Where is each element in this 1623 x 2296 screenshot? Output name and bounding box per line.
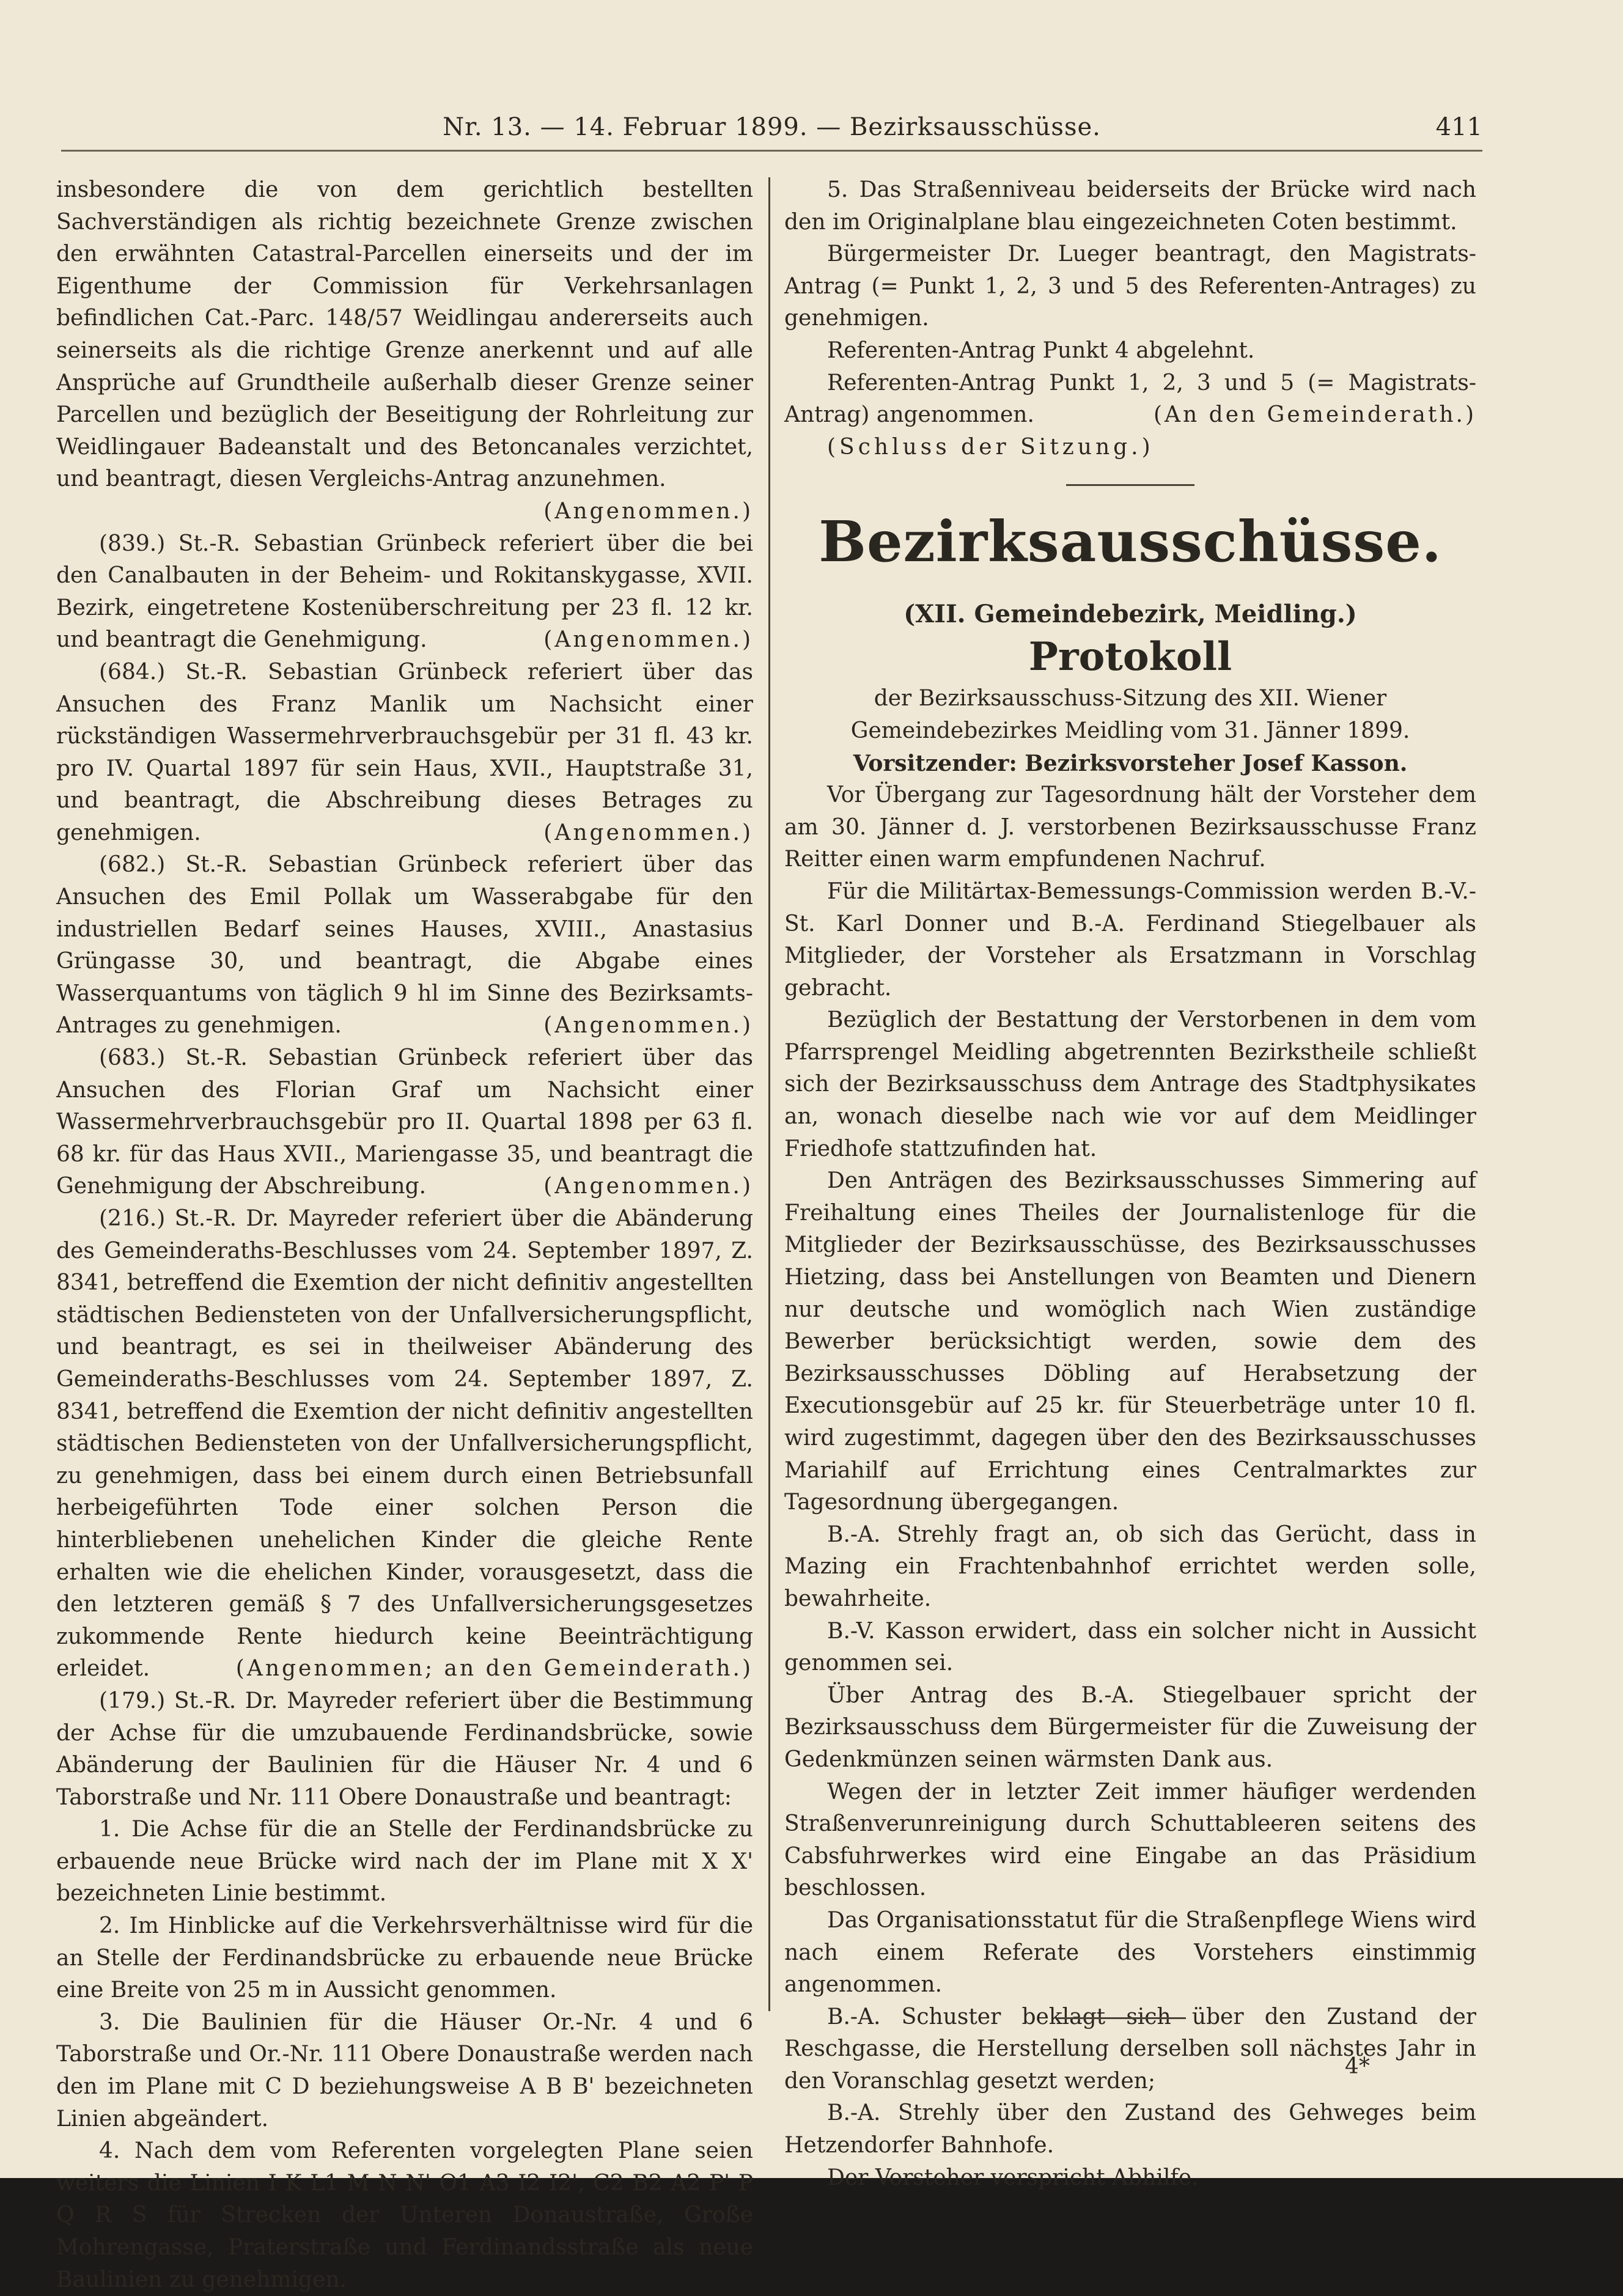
decision-tag: (Angenommen.) [543, 1013, 753, 1039]
signature-mark: 4* [1345, 2054, 1370, 2079]
section-rule [1066, 484, 1194, 486]
paragraph: Über Antrag des B.-A. Stiegelbauer spricht der Bezirksausschuss dem Bürgermeister für die Zuweisung der Gedenkmünzen seinen wärmsten Dank aus. [784, 1682, 1476, 1772]
decision-tag: (Angenommen.) [543, 1174, 753, 1199]
column-divider [768, 177, 770, 2011]
paragraph: Für die Militärtax-Bemessungs-Commission werden B.-V.-St. Karl Donner und B.-A. Ferdinand Stiegelbauer als Mitglieder, der Vorsteher als Ersatzmann in Vorschlag gebracht. [784, 878, 1476, 1001]
paragraph: insbesondere die von dem gerichtlich bestellten Sachverständigen als richtig bezeichnete Grenze zwischen den erwähnten Catastral-Parcellen einerseits und der im Eigenthume der Commission für Verkehrsanlagen befindlichen Cat.-Parc. 148/57 Weidlingau andererseits auch seinerseits als die richtige Grenze anerkennt und auf alle Ansprüche auf Grundtheile außerhalb dieser Grenze seiner Parcellen und bezüglich der Beseitigung der Rohrleitung zur Weidlingauer Badeanstalt und des Betoncanales verzichtet, und beantragt, diesen Vergleichs-Antrag anzunehmen. (Angenommen.) [56, 174, 753, 528]
paragraph: (216.) St.-R. Dr. Mayreder referiert über die Abänderung des Gemeinderaths-Beschlusses vom 24. September 1897, Z. 8341, betreffend die Exemtion der nicht definitiv angestellten städtischen Bediensteten von der Unfallversicherungspflicht, und beantragt, es sei in theilweiser Abänderung des Gemeinderaths-Beschlusses vom 24. September 1897, Z. 8341, betreffend die Exemtion der nicht definitiv angestellten städtischen Bediensteten von der Unfallversicherungspflicht, zu genehmigen, dass bei einem durch einen Betriebsunfall herbeigeführten Tode einer solchen Person die hinterbliebenen unehelichen Kinder die gleiche Rente erhalten wie die ehelichen Kinder, vorausgesetzt, dass die den letzteren gemäß § 7 des Unfallversicherungsgesetzes zukommende Rente hiedurch keine Beeinträchtigung erleidet. (Angenommen; an den Gemeinderath.) [56, 1203, 753, 1685]
decision-tag: (An den Gemeinderath.) [1153, 402, 1476, 428]
paragraph: Referenten-Antrag Punkt 1, 2, 3 und 5 (= Magistrats-Antrag) angenommen. (An den Gemeinderath.) [784, 367, 1476, 432]
decision-tag: (Angenommen.) [543, 627, 753, 653]
right-column [784, 174, 1476, 2194]
running-head: Nr. 13. — 14. Februar 1899. — Bezirksausschüsse. [443, 113, 1101, 141]
list-item: 1. Die Achse für die an Stelle der Ferdinandsbrücke zu erbauende neue Brücke wird nach der im Plane mit X X' bezeichneten Linie bestimmt. [56, 1817, 753, 1907]
paragraph: Den Anträgen des Bezirksausschusses Simmering auf Freihaltung eines Theiles der Journalistenloge für die Mitglieder der Bezirksausschüsse, des Bezirksausschusses Hietzing, dass bei Anstellungen von Beamten und Dienern nur deutsche und womöglich nach Wien zuständige Bewerber berücksichtigt werden, sowie dem des Bezirksausschusses Döbling auf Herabsetzung der Executionsgebür auf 25 kr. für Steuerbeträge unter 10 fl. wird zugestimmt, dagegen über den des Bezirksausschusses Mariahilf auf Errichtung eines Centralmarktes zur Tagesordnung übergegangen. [784, 1168, 1476, 1515]
paragraph: Bürgermeister Dr. Lueger beantragt, den Magistrats-Antrag (= Punkt 1, 2, 3 und 5 des Referenten-Antrages) zu genehmigen. [784, 241, 1476, 331]
list-item: 4. Nach dem vom Referenten vorgelegten Plane seien weiters die Linien I K L1 M N N' O1 A3 I2 I2', C2 B2 A2 P' P Q R S für Strecken der Unteren Donaustraße, Große Mohrengasse, Praterstraße und Ferdinandsstraße als neue Baulinien zu genehmigen. [56, 2138, 753, 2292]
paragraph: Bezüglich der Bestattung der Verstorbenen in dem vom Pfarrsprengel Meidling abgetrennten Bezirkstheile schließt sich der Bezirksausschuss dem Antrage des Stadtphysikates an, wonach dieselbe nach wie vor auf dem Meidlinger Friedhofe stattzufinden hat. [784, 1007, 1476, 1161]
page-number: 411 [1435, 113, 1482, 141]
protokoll-subtitle: der Bezirksausschuss-Sitzung des XII. Wiener Gemeindebezirkes Meidling vom 31. Jänner 1899. [850, 686, 1410, 743]
paragraph: (684.) St.-R. Sebastian Grünbeck referiert über das Ansuchen des Franz Manlik um Nachsicht einer rückständigen Wassermehrverbrauchsgebür per 31 fl. 43 kr. pro IV. Quartal 1897 für sein Haus, XVII., Hauptstraße 31, und beantragt, die Abschreibung dieses Betrages zu genehmigen. (Angenommen.) [56, 657, 753, 850]
paragraph: B.-V. Kasson erwidert, dass ein solcher nicht in Aussicht genommen sei. [784, 1618, 1476, 1676]
paragraph: (Schluss der Sitzung.) [827, 434, 1154, 460]
paragraph: (839.) St.-R. Sebastian Grünbeck referiert über die bei den Canalbauten in der Beheim- und Rokitanskygasse, XVII. Bezirk, eingetretene Kostenüberschreitung per 23 fl. 12 kr. und beantragt die Genehmigung. (Angenommen.) [56, 528, 753, 657]
section-title: Bezirksausschüsse. [819, 509, 1442, 575]
district-heading: (XII. Gemeindebezirk, Meidling.) [904, 600, 1357, 629]
header-rule [61, 150, 1482, 152]
chairman-line: Vorsitzender: Bezirksvorsteher Josef Kasson. [853, 750, 1408, 776]
paragraph: Das Organisationsstatut für die Straßenpflege Wiens wird nach einem Referate des Vorstehers einstimmig angenommen. [784, 1907, 1476, 1998]
paragraph: B.-A. Strehly fragt an, ob sich das Gerücht, dass in Mazing ein Frachtenbahnhof errichtet werden solle, bewahrheite. [784, 1521, 1476, 1611]
list-item: 5. Das Straßenniveau beiderseits der Brücke wird nach den im Originalplane blau eingezeichneten Coten bestimmt. [784, 177, 1476, 235]
protokoll-heading: Protokoll [1028, 634, 1232, 680]
list-item: 2. Im Hinblicke auf die Verkehrsverhältnisse wird für die an Stelle der Ferdinandsbrücke zu erbauende neue Brücke eine Breite von 25 m in Aussicht genommen. [56, 1913, 753, 2003]
paragraph: (683.) St.-R. Sebastian Grünbeck referiert über das Ansuchen des Florian Graf um Nachsicht einer Wassermehrverbrauchsgebür pro II. Quartal 1898 per 63 fl. 68 kr. für das Haus XVII., Mariengasse 35, und beantragt die Genehmigung der Abschreibung. (Angenommen.) [56, 1042, 753, 1203]
decision-tag: (Angenommen.) [543, 820, 753, 845]
paragraph: Der Vorsteher verspricht Abhilfe. [827, 2165, 1199, 2190]
paragraph: B.-A. Strehly über den Zustand des Gehweges beim Hetzendorfer Bahnhofe. [784, 2100, 1476, 2158]
end-rule [1058, 2017, 1186, 2019]
paragraph: (682.) St.-R. Sebastian Grünbeck referiert über das Ansuchen des Emil Pollak um Wasserabgabe für den industriellen Bedarf seines Hauses, XVIII., Anastasius Grüngasse 30, und beantragt, die Abgabe eines Wasserquantums von täglich 9 hl im Sinne des Bezirksamts-Antrages zu genehmigen. (Angenommen.) [56, 849, 753, 1042]
decision-tag: (Angenommen; an den Gemeinderath.) [235, 1656, 753, 1682]
paragraph: Referenten-Antrag Punkt 4 abgelehnt. [827, 337, 1255, 363]
decision-tag: (Angenommen.) [543, 498, 753, 524]
paragraph: B.-A. Schuster beklagt sich über den Zustand der Reschgasse, die Herstellung derselben soll nächstes Jahr in den Voranschlag gesetzt werden; [784, 2004, 1476, 2094]
list-item: 3. Die Baulinien für die Häuser Or.-Nr. 4 und 6 Taborstraße und Or.-Nr. 111 Obere Donaustraße werden nach den im Plane mit C D beziehungsweise A B B' bezeichneten Linien abgeändert. [56, 2009, 753, 2132]
paragraph: (179.) St.-R. Dr. Mayreder referiert über die Bestimmung der Achse für die umzubauende Ferdinandsbrücke, sowie Abänderung der Baulinien für die Häuser Nr. 4 und 6 Taborstraße und Nr. 111 Obere Donaustraße und beantragt: [56, 1688, 753, 1810]
paragraph: Vor Übergang zur Tagesordnung hält der Vorsteher dem am 30. Jänner d. J. verstorbenen Bezirksausschusse Franz Reitter einen warm empfundenen Nachruf. [784, 782, 1476, 872]
paragraph: Wegen der in letzter Zeit immer häufiger werdenden Straßenverunreinigung durch Schuttableeren seitens des Cabsfuhrwerkes wird eine Eingabe an das Präsidium beschlossen. [784, 1779, 1476, 1901]
left-column [56, 174, 753, 2296]
